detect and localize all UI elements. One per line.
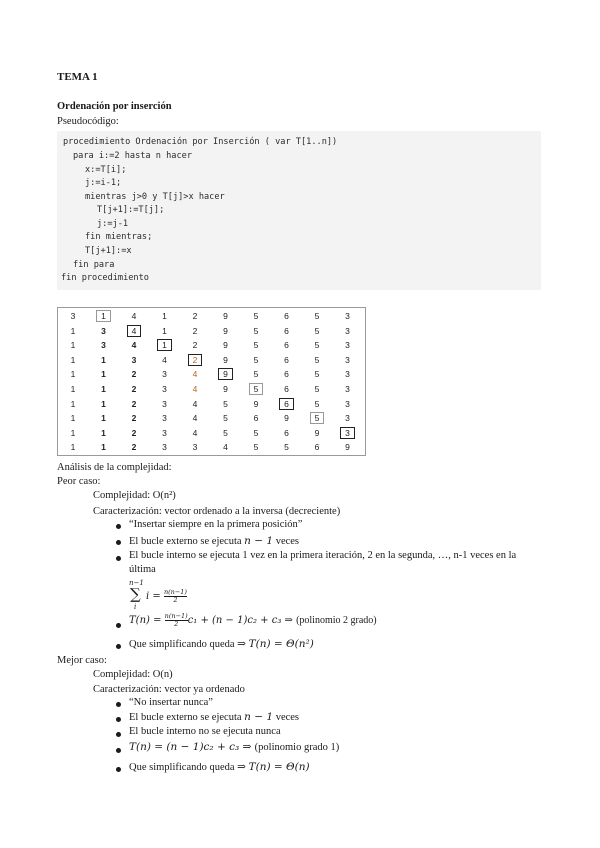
table-cell-value: 3 xyxy=(162,413,167,424)
bullet-icon xyxy=(116,717,121,722)
table-cell-value: 5 xyxy=(253,325,259,336)
worst-bullet-4: T(n) = $\frac{n(n-1)}{2}$ c₁ + (n − 1)c₂ + c₃ ⇒ (polinomio 2 grado) xyxy=(129,612,377,628)
table-cell xyxy=(302,426,332,441)
best-bullet-5: Que simplificando queda ⇒ T(n) = Θ(n) xyxy=(129,761,310,773)
table-cell-value: 5 xyxy=(314,354,320,365)
table-cell-value: 2 xyxy=(131,413,137,424)
code-line: T[j+1]:=x xyxy=(85,246,132,256)
topic-heading: TEMA 1 xyxy=(57,71,98,83)
table-cell xyxy=(333,324,363,339)
insertion-sort-trace-table xyxy=(57,307,366,456)
table-cell-value: 3 xyxy=(162,442,167,453)
table-cell xyxy=(58,440,88,455)
table-cell xyxy=(119,382,149,397)
table-cell xyxy=(58,338,88,353)
table-cell-value: 9 xyxy=(223,384,228,394)
table-cell-value: 4 xyxy=(131,311,137,321)
sum-upper-limit: n−1 xyxy=(129,579,144,587)
table-cell xyxy=(119,367,149,382)
table-cell xyxy=(241,367,271,382)
table-cell-value: 1 xyxy=(101,398,106,409)
worst-bullet-3-line2: última xyxy=(129,564,156,575)
table-cell-value: 3 xyxy=(340,427,355,439)
table-cell-value: 5 xyxy=(253,354,259,365)
code-line: j:=j-1 xyxy=(97,219,129,229)
table-cell xyxy=(272,324,302,339)
table-cell xyxy=(211,309,241,324)
bullet-icon xyxy=(116,524,121,529)
best-bullet-3: El bucle interno no se ejecuta nunca xyxy=(129,726,281,737)
table-cell-value: 5 xyxy=(249,383,264,395)
table-cell xyxy=(119,397,149,412)
table-cell xyxy=(180,382,210,397)
best-bullet-2: El bucle externo se ejecuta n − 1 veces xyxy=(129,711,300,723)
table-cell xyxy=(211,338,241,353)
table-cell xyxy=(119,324,149,339)
best-case-label: Mejor caso: xyxy=(57,655,107,666)
table-cell-value: 3 xyxy=(345,369,350,380)
table-cell xyxy=(58,353,88,368)
table-cell xyxy=(333,382,363,397)
table-cell-value: 6 xyxy=(284,311,289,321)
table-cell-value: 1 xyxy=(70,354,76,365)
table-cell-value: 1 xyxy=(70,369,76,380)
worst-characterization: Caracterización: vector ordenado a la inversa (decreciente) xyxy=(93,506,341,517)
table-cell xyxy=(302,382,332,397)
table-cell xyxy=(272,440,302,455)
table-cell-value: 6 xyxy=(284,384,289,394)
table-cell-value: 2 xyxy=(131,369,137,380)
bullet-icon xyxy=(116,702,121,707)
table-cell-value: 4 xyxy=(192,413,198,424)
table-cell xyxy=(58,411,88,426)
table-cell-value: 1 xyxy=(101,354,106,365)
table-cell-value: 3 xyxy=(345,398,350,409)
pseudocode-block xyxy=(57,131,541,290)
table-cell-value: 3 xyxy=(345,413,350,424)
table-cell xyxy=(333,440,363,455)
table-cell-value: 6 xyxy=(284,325,289,336)
table-cell xyxy=(211,397,241,412)
table-cell xyxy=(119,411,149,426)
table-cell-value: 3 xyxy=(345,311,350,321)
table-cell xyxy=(211,353,241,368)
table-cell-value: 3 xyxy=(101,325,106,336)
bullet-icon xyxy=(116,748,121,753)
table-cell-value: 1 xyxy=(70,427,76,438)
table-cell-value: 4 xyxy=(131,340,137,351)
table-cell xyxy=(119,338,149,353)
table-cell-value: 5 xyxy=(223,398,228,409)
table-cell-value: 5 xyxy=(314,398,320,409)
table-cell-value: 3 xyxy=(162,427,167,438)
table-cell-value: 2 xyxy=(131,427,137,438)
table-cell xyxy=(241,382,271,397)
table-cell xyxy=(119,440,149,455)
table-cell-value: 1 xyxy=(70,384,76,394)
table-cell xyxy=(58,324,88,339)
table-cell-value: 5 xyxy=(284,442,289,453)
table-cell-value: 6 xyxy=(253,413,259,424)
table-cell xyxy=(302,440,332,455)
table-cell-value: 9 xyxy=(223,325,228,336)
table-cell xyxy=(180,338,210,353)
worst-bullet-3-line1: El bucle interno se ejecuta 1 vez en la primera iteración, 2 en la segunda, …, n-1 veces en la xyxy=(129,550,517,561)
table-cell-value: 9 xyxy=(218,368,233,380)
table-cell xyxy=(180,309,210,324)
table-cell xyxy=(58,309,88,324)
table-cell-value: 2 xyxy=(131,384,137,394)
table-cell-value: 2 xyxy=(188,354,203,366)
table-cell-value: 5 xyxy=(253,427,259,438)
table-cell-value: 4 xyxy=(192,369,198,380)
table-cell-value: 9 xyxy=(253,398,259,409)
table-cell xyxy=(333,397,363,412)
table-cell-value: 4 xyxy=(192,398,198,409)
table-cell-value: 6 xyxy=(284,369,289,380)
table-cell xyxy=(150,426,180,441)
table-cell xyxy=(89,382,119,397)
table-cell xyxy=(58,426,88,441)
table-cell-value: 1 xyxy=(70,442,76,453)
table-cell xyxy=(89,338,119,353)
table-cell-value: 2 xyxy=(192,311,198,321)
table-cell xyxy=(89,367,119,382)
table-cell-value: 3 xyxy=(345,354,350,365)
table-cell-value: 6 xyxy=(284,427,289,438)
section-title: Ordenación por inserción xyxy=(57,101,172,112)
pseudocode-label: Pseudocódigo: xyxy=(57,116,119,127)
table-cell-value: 3 xyxy=(192,442,198,453)
table-cell-value: 1 xyxy=(101,369,106,380)
table-cell xyxy=(89,397,119,412)
table-cell-value: 2 xyxy=(192,340,198,351)
code-line: fin procedimiento xyxy=(61,273,149,283)
code-line: mientras j>0 y T[j]>x hacer xyxy=(85,192,225,202)
table-cell-value: 1 xyxy=(70,340,76,351)
table-cell-value: 3 xyxy=(162,384,167,394)
table-cell xyxy=(150,382,180,397)
table-cell xyxy=(180,440,210,455)
table-cell xyxy=(180,397,210,412)
code-line: fin para xyxy=(73,260,115,270)
best-bullet-4: T(n) = (n − 1)c₂ + c₃ ⇒ (polinomio grado 1) xyxy=(129,741,340,753)
bullet-icon xyxy=(116,540,121,545)
sum-formula: i = $\frac{n(n-1)}{2}$ xyxy=(146,588,187,604)
table-cell xyxy=(150,397,180,412)
table-cell-value: 5 xyxy=(253,311,259,321)
table-cell xyxy=(272,309,302,324)
table-cell xyxy=(211,382,241,397)
table-cell xyxy=(180,411,210,426)
table-cell-value: 5 xyxy=(223,427,228,438)
table-cell xyxy=(89,309,119,324)
table-cell xyxy=(150,309,180,324)
table-cell xyxy=(272,338,302,353)
table-cell xyxy=(180,426,210,441)
table-cell xyxy=(333,309,363,324)
table-cell xyxy=(58,382,88,397)
best-bullet-1: “No insertar nunca” xyxy=(129,697,213,708)
table-cell-value: 3 xyxy=(162,398,167,409)
bullet-icon xyxy=(116,556,121,561)
table-cell xyxy=(119,309,149,324)
table-cell xyxy=(211,426,241,441)
best-characterization: Caracterización: vector ya ordenado xyxy=(93,684,245,695)
table-cell xyxy=(241,353,271,368)
code-line: fin mientras; xyxy=(85,232,153,242)
table-cell-value: 3 xyxy=(131,354,137,365)
table-cell-value: 1 xyxy=(101,384,106,394)
best-complexity: Complejidad: O(n) xyxy=(93,669,173,680)
table-cell-value: 6 xyxy=(279,398,294,410)
table-cell xyxy=(241,309,271,324)
table-cell-value: 6 xyxy=(284,354,289,365)
table-cell xyxy=(89,426,119,441)
table-cell-value: 1 xyxy=(101,413,106,424)
bullet-icon xyxy=(116,623,121,628)
table-cell xyxy=(211,324,241,339)
table-cell-value: 2 xyxy=(131,398,137,409)
table-cell xyxy=(211,367,241,382)
code-line: x:=T[i]; xyxy=(85,165,127,175)
table-cell-value: 3 xyxy=(345,340,350,351)
table-cell-value: 1 xyxy=(70,413,76,424)
table-cell-value: 5 xyxy=(253,442,259,453)
table-cell-value: 1 xyxy=(162,325,167,336)
table-cell xyxy=(333,367,363,382)
worst-case-label: Peor caso: xyxy=(57,476,101,487)
table-cell-value: 9 xyxy=(223,354,228,365)
bullet-icon xyxy=(116,732,121,737)
table-cell-value: 1 xyxy=(70,398,76,409)
table-cell-value: 5 xyxy=(253,369,259,380)
table-cell-value: 3 xyxy=(345,384,350,394)
table-cell xyxy=(241,411,271,426)
table-cell xyxy=(150,324,180,339)
table-cell-value: 9 xyxy=(345,442,350,453)
sigma-icon: ∑ xyxy=(130,585,141,603)
table-cell-value: 6 xyxy=(314,442,320,453)
table-cell-value: 1 xyxy=(96,310,111,322)
table-cell-value: 1 xyxy=(101,442,106,453)
table-cell-value: 3 xyxy=(70,311,76,321)
table-cell xyxy=(89,411,119,426)
table-cell-value: 9 xyxy=(314,427,320,438)
table-cell xyxy=(150,440,180,455)
table-cell xyxy=(272,426,302,441)
table-cell-value: 3 xyxy=(162,369,167,380)
table-cell-value: 4 xyxy=(223,442,228,453)
table-cell-value: 3 xyxy=(345,325,350,336)
code-line: procedimiento Ordenación por Inserción ( var T[1..n]) xyxy=(63,137,338,147)
worst-bullet-5: Que simplificando queda ⇒ T(n) = Θ(n²) xyxy=(129,638,314,650)
worst-complexity: Complejidad: O(n²) xyxy=(93,490,176,501)
table-cell xyxy=(333,353,363,368)
table-cell-value: 1 xyxy=(70,325,76,336)
table-cell xyxy=(58,367,88,382)
code-line: para i:=2 hasta n hacer xyxy=(73,151,192,161)
table-cell-value: 5 xyxy=(314,369,320,380)
table-cell-value: 4 xyxy=(192,427,198,438)
table-cell-value: 2 xyxy=(131,442,137,453)
table-cell xyxy=(180,367,210,382)
table-cell xyxy=(180,324,210,339)
table-cell xyxy=(272,353,302,368)
table-cell xyxy=(241,397,271,412)
table-cell xyxy=(272,411,302,426)
table-cell xyxy=(272,397,302,412)
table-cell-value: 1 xyxy=(101,427,106,438)
worst-bullet-2: El bucle externo se ejecuta n − 1 veces xyxy=(129,535,300,547)
table-cell-value: 6 xyxy=(284,340,289,351)
table-cell-value: 1 xyxy=(162,311,167,321)
table-cell xyxy=(302,309,332,324)
table-cell xyxy=(150,353,180,368)
table-cell xyxy=(150,411,180,426)
table-cell xyxy=(150,338,180,353)
table-cell-value: 2 xyxy=(192,325,198,336)
table-cell-value: 9 xyxy=(223,340,228,351)
code-line: T[j+1]:=T[j]; xyxy=(97,205,165,215)
table-cell xyxy=(302,367,332,382)
table-cell xyxy=(333,338,363,353)
table-cell-value: 5 xyxy=(314,325,320,336)
table-cell xyxy=(333,426,363,441)
table-cell-value: 4 xyxy=(162,354,167,365)
table-cell xyxy=(241,440,271,455)
worst-bullet-1: “Insertar siempre en la primera posición” xyxy=(129,519,303,530)
table-cell xyxy=(119,426,149,441)
table-cell-value: 1 xyxy=(157,339,172,351)
table-cell-value: 5 xyxy=(314,311,320,321)
table-cell xyxy=(241,338,271,353)
table-cell xyxy=(302,397,332,412)
sum-index: i xyxy=(134,603,137,611)
table-cell-value: 3 xyxy=(101,340,106,351)
table-cell xyxy=(89,440,119,455)
table-cell xyxy=(333,411,363,426)
bullet-icon xyxy=(116,767,121,772)
table-cell xyxy=(241,324,271,339)
table-cell xyxy=(89,324,119,339)
table-cell xyxy=(302,324,332,339)
table-cell-value: 5 xyxy=(314,340,320,351)
table-cell xyxy=(89,353,119,368)
table-cell xyxy=(302,338,332,353)
table-cell-value: 4 xyxy=(192,384,198,394)
table-cell-value: 9 xyxy=(223,311,228,321)
analysis-heading: Análisis de la complejidad: xyxy=(57,462,172,473)
table-cell xyxy=(302,411,332,426)
table-cell xyxy=(272,382,302,397)
table-cell xyxy=(119,353,149,368)
bullet-icon xyxy=(116,644,121,649)
table-cell xyxy=(211,440,241,455)
code-line: j:=i-1; xyxy=(85,178,122,188)
table-cell xyxy=(150,367,180,382)
table-cell xyxy=(58,397,88,412)
table-cell-value: 5 xyxy=(223,413,228,424)
table-cell-value: 5 xyxy=(310,412,325,424)
table-cell-value: 9 xyxy=(284,413,289,424)
table-cell xyxy=(302,353,332,368)
table-cell xyxy=(241,426,271,441)
table-cell xyxy=(272,367,302,382)
table-cell-value: 4 xyxy=(127,325,142,337)
table-cell-value: 5 xyxy=(314,384,320,394)
table-cell xyxy=(211,411,241,426)
table-cell-value: 5 xyxy=(253,340,259,351)
table-cell xyxy=(180,353,210,368)
